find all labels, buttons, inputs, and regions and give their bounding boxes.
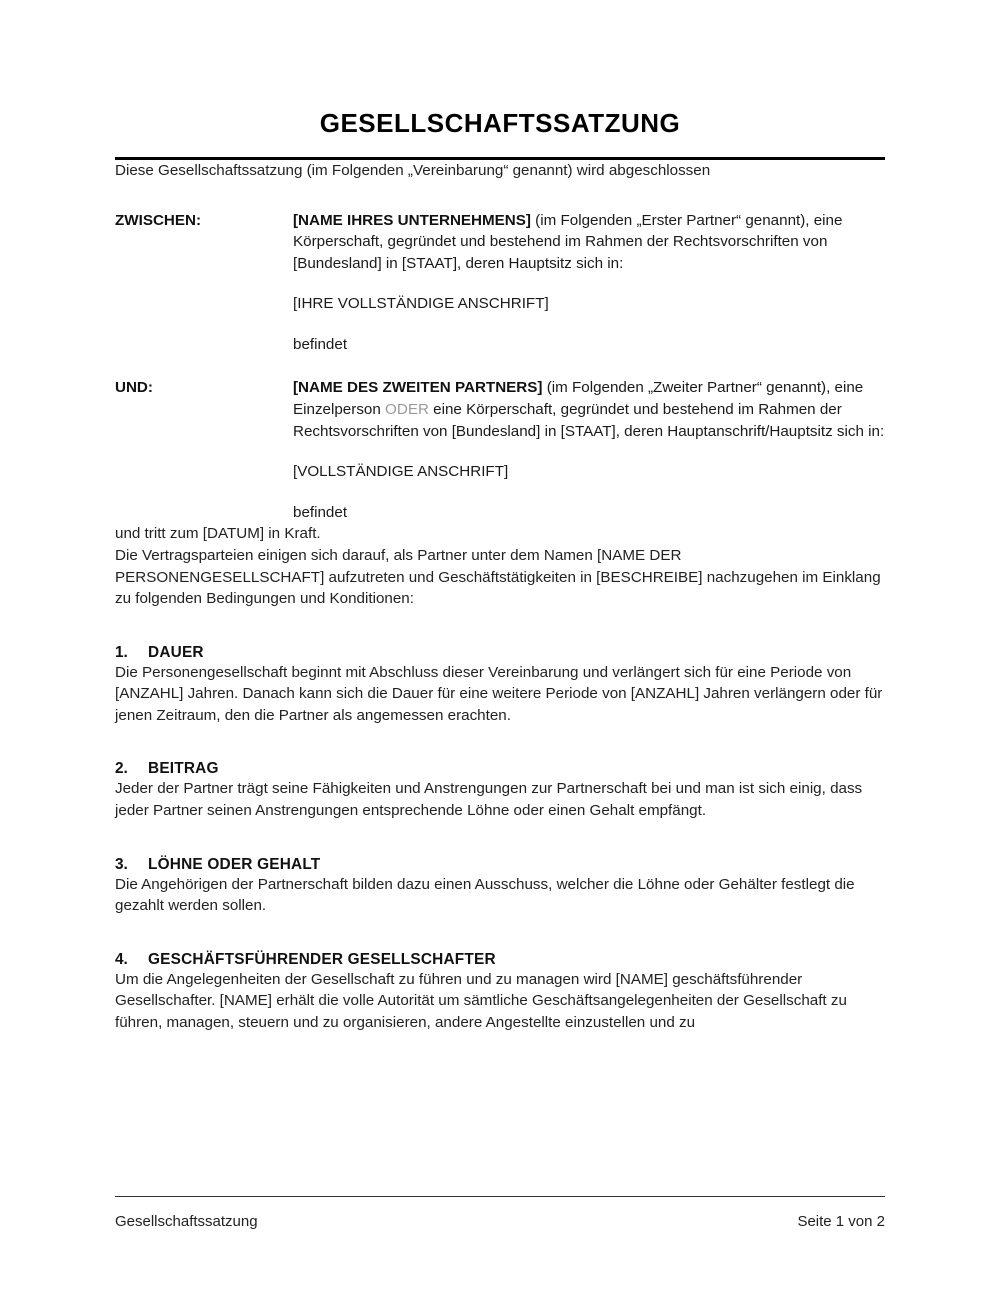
party-description-second-a: (im Folgenden „Zweiter Partner“ genannt), eine Einzelperson <box>293 379 864 419</box>
footer-document-name: Gesellschaftssatzung <box>115 1213 258 1230</box>
purpose-paragraph: Die Vertragsparteien einigen sich darauf, als Partner unter dem Namen [NAME DER PERSONENGESELLSCHAFT] aufzutreten und Geschäftstätigkeiten in [BESCHREIBE] nachzugehen im Einklang zu folgenden Bedingungen und Konditionen: <box>115 546 881 608</box>
party-or-keyword: ODER <box>385 401 429 419</box>
section-heading-1 <box>115 644 885 662</box>
document-content <box>115 0 885 1033</box>
party-closing-row-first <box>115 334 885 356</box>
parties-block <box>115 210 885 524</box>
party-name-first: [NAME IHRES UNTERNEHMENS] <box>293 211 531 229</box>
party-description-first: (im Folgenden „Erster Partner“ genannt), eine Körperschaft, gegründet und bestehend im Rahmen der Rechtsvorschriften von [Bundesland] in [STAAT], deren Hauptsitz sich in: <box>293 211 843 272</box>
section-body-3: Die Angehörigen der Partnerschaft bilden dazu einen Ausschuss, welcher die Löhne oder Gehälter festlegt die gezahlt werden sollen. <box>115 875 855 915</box>
section-title-4: GESCHÄFTSFÜHRENDER GESELLSCHAFTER <box>148 950 496 968</box>
party-address-second: [VOLLSTÄNDIGE ANSCHRIFT] <box>293 463 509 481</box>
section-title-2: BEITRAG <box>148 760 219 778</box>
party-description-second-b: eine Körperschaft, gegründet und bestehend im Rahmen der Rechtsvorschriften von [Bundesland] in [STAAT], deren Hauptanschrift/Hauptsitz sich in: <box>293 401 885 440</box>
party-name-second: [NAME DES ZWEITEN PARTNERS] <box>293 379 543 397</box>
page-title: GESELLSCHAFTSSATZUNG <box>319 108 681 138</box>
section-heading-2 <box>115 760 885 778</box>
section-body-4: Um die Angelegenheiten der Gesellschaft zu führen und zu managen wird [NAME] geschäftsführender Gesellschafter. [NAME] erhält die volle Autorität um sämtliche Geschäftsangelegenheiten der Gesellschaft zu führen, managen, steuern und zu organisieren, andere Angestellte einzustellen und zu <box>115 970 847 1031</box>
party-address-row-second <box>115 461 885 483</box>
section-number-1: 1. <box>115 643 128 661</box>
effective-date-line: und tritt zum [DATUM] in Kraft. <box>115 525 321 543</box>
page-footer <box>115 1196 885 1230</box>
party-closing-second: befindet <box>293 503 348 521</box>
footer-divider <box>115 1196 885 1197</box>
party-address-first: [IHRE VOLLSTÄNDIGE ANSCHRIFT] <box>293 295 549 313</box>
section-heading-3 <box>115 856 885 874</box>
party-body-first <box>293 210 885 275</box>
section-heading-4 <box>115 951 885 969</box>
party-label-between: ZWISCHEN: <box>115 211 202 229</box>
section-body-1: Die Personengesellschaft beginnt mit Abschluss dieser Vereinbarung und verlängert sich für eine Periode von [ANZAHL] Jahren. Danach kann sich die Dauer für eine weitere Periode von [ANZAHL] Jahren verlängern oder für jenen Zeitraum, den die Partner als angemessen erachten. <box>115 663 883 724</box>
intro-paragraph: Diese Gesellschaftssatzung (im Folgenden „Vereinbarung“ genannt) wird abgeschlossen <box>115 162 711 179</box>
party-row-second <box>115 377 885 442</box>
section-title-1: DAUER <box>148 643 204 661</box>
footer-page-number: Seite 1 von 2 <box>797 1213 885 1230</box>
section-body-2: Jeder der Partner trägt seine Fähigkeiten und Anstrengungen zur Partnerschaft bei und man ist sich einig, dass jeder Partner seinen Anstrengungen entsprechende Löhne oder einen Gehalt empfängt. <box>115 780 863 819</box>
section-number-4: 4. <box>115 950 128 968</box>
party-closing-first: befindet <box>293 335 348 353</box>
party-row-first <box>115 210 885 275</box>
party-body-second <box>293 377 885 442</box>
section-number-2: 2. <box>115 760 128 778</box>
party-address-row-first <box>115 293 885 315</box>
footer-row <box>115 1213 885 1230</box>
party-closing-row-second <box>115 502 885 524</box>
section-number-3: 3. <box>115 855 128 873</box>
section-title-3: LÖHNE ODER GEHALT <box>148 855 321 873</box>
party-label-and: UND: <box>115 379 153 397</box>
